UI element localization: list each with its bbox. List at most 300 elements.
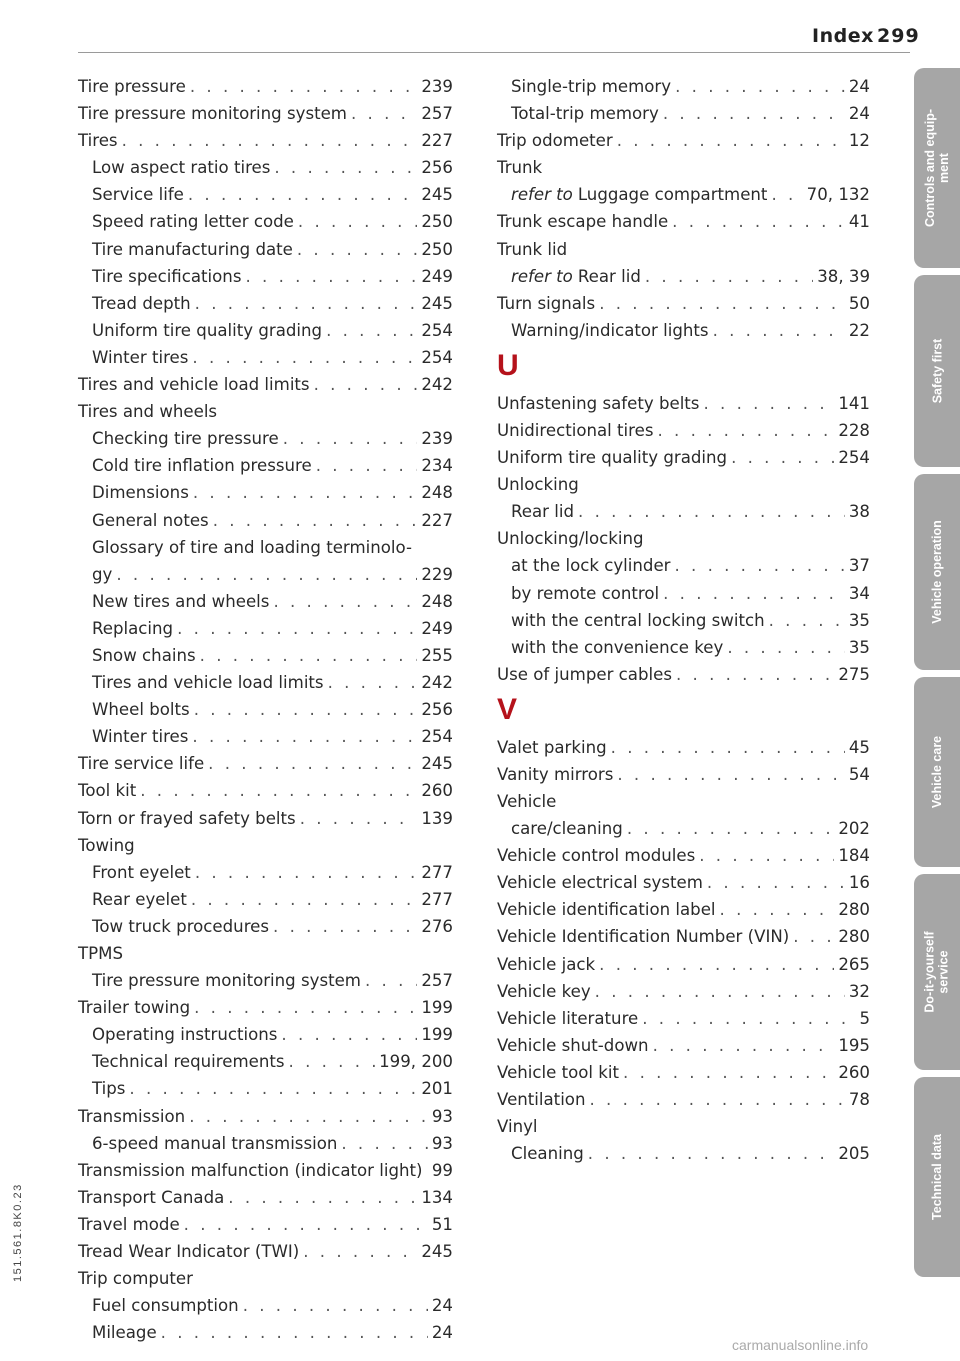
entry-text: Vehicle electrical system	[497, 873, 703, 893]
entry-text: Winter tires	[92, 727, 189, 747]
dot-leader	[303, 1239, 417, 1264]
entry-text: Dimensions	[92, 483, 189, 503]
index-subentry	[78, 616, 453, 641]
entry-text: Trip computer	[78, 1269, 193, 1289]
dot-leader	[190, 74, 417, 99]
index-subentry	[78, 345, 453, 370]
entry-page-number: 248	[421, 483, 453, 503]
section-tab-3[interactable]	[914, 677, 960, 867]
entry-text: Tires	[78, 131, 118, 151]
entry-text: Warning/indicator lights	[511, 320, 709, 340]
entry-text: Vehicle Identification Number (VIN)	[497, 927, 790, 947]
dot-leader	[599, 952, 834, 977]
entry-page-number: 260	[838, 1062, 870, 1082]
entry-label	[497, 1114, 538, 1139]
entry-label	[92, 426, 279, 451]
section-tab-0[interactable]	[914, 68, 960, 268]
entry-page-number: 280	[838, 927, 870, 947]
index-entry	[497, 418, 870, 443]
index-subentry	[78, 1131, 453, 1156]
dot-leader	[228, 1185, 417, 1210]
entry-label	[92, 155, 270, 180]
entry-label	[78, 1212, 180, 1237]
dot-leader	[657, 418, 834, 443]
entry-page-number: 245	[421, 1242, 453, 1262]
entry-label	[497, 472, 579, 497]
entry-label	[92, 291, 191, 316]
entry-label	[497, 391, 699, 416]
entry-text: Tire pressure	[78, 77, 186, 96]
entry-page-number: 276	[421, 916, 453, 936]
entry-text: Vehicle tool kit	[497, 1062, 620, 1082]
entry-label	[92, 697, 190, 722]
index-subentry	[78, 182, 453, 207]
entry-page-number: 93	[431, 1106, 453, 1126]
index-subentry	[497, 581, 870, 606]
entry-page-number: 242	[421, 673, 453, 693]
index-column-right	[497, 74, 870, 1168]
index-entry	[497, 1060, 870, 1085]
entry-text: Ventilation	[497, 1090, 586, 1109]
entry-page-number: 275	[838, 664, 870, 684]
index-subentry	[78, 697, 453, 722]
entry-label	[511, 553, 670, 578]
entry-text: Tires and wheels	[78, 402, 218, 422]
dot-leader	[623, 1060, 834, 1085]
entry-text: Uniform tire quality grading	[497, 448, 728, 468]
entry-label	[92, 724, 188, 749]
entry-label	[78, 1266, 193, 1291]
entry-label	[497, 237, 567, 262]
index-subentry	[78, 914, 453, 939]
entry-label	[511, 635, 723, 660]
entry-text: Tire service life	[78, 754, 205, 774]
entry-text: General notes	[92, 510, 209, 530]
dot-leader	[300, 806, 418, 831]
cross-reference-prefix: refer to	[511, 185, 573, 205]
dot-leader	[316, 453, 418, 478]
entry-text: Rear lid	[577, 266, 641, 286]
entry-page-number: 205	[838, 1144, 870, 1164]
entry-text: at the lock cylinder	[511, 556, 671, 576]
index-entry	[78, 128, 453, 153]
entry-label	[92, 264, 241, 289]
dot-leader	[140, 778, 417, 803]
entry-label	[511, 816, 623, 841]
entry-page-number: 199, 200	[379, 1052, 453, 1072]
index-entry	[497, 445, 870, 470]
dot-leader	[588, 1141, 835, 1166]
index-entry	[497, 1087, 870, 1112]
entry-page-number: 257	[421, 971, 453, 991]
entry-label	[497, 762, 613, 787]
header-section-title: Index	[812, 25, 874, 47]
dot-leader	[273, 914, 417, 939]
entry-text: Unlocking	[497, 475, 579, 495]
dot-leader	[281, 1022, 417, 1047]
index-entry	[497, 391, 870, 416]
entry-label	[78, 778, 136, 803]
entry-page-number: 254	[421, 347, 453, 367]
entry-text: Total-trip memory	[511, 104, 659, 124]
entry-label	[511, 74, 671, 99]
entry-page-number: 78	[848, 1090, 870, 1109]
entry-label	[92, 318, 322, 343]
entry-page-number: 277	[421, 889, 453, 909]
entry-text: Tow truck procedures	[92, 916, 270, 936]
entry-text: Trailer towing	[78, 998, 191, 1018]
entry-page-number: 22	[848, 320, 870, 340]
entry-text: care/cleaning	[511, 819, 623, 839]
entry-label	[92, 860, 191, 885]
entry-page-number: 250	[421, 239, 453, 259]
index-entry	[78, 1266, 453, 1291]
entry-text: Torn or frayed safety belts	[78, 808, 296, 828]
entry-page-number: 12	[848, 131, 870, 151]
dot-leader	[699, 843, 834, 868]
document-code: 151.561.8K0.23	[12, 1183, 24, 1282]
entry-page-number: 245	[421, 293, 453, 313]
entry-text: Uniform tire quality grading	[92, 320, 323, 340]
entry-text: Vehicle key	[497, 981, 591, 1001]
index-subentry	[78, 1076, 453, 1101]
section-tab-4[interactable]	[914, 874, 960, 1070]
index-subentry	[78, 887, 453, 912]
entry-text: Low aspect ratio tires	[92, 158, 271, 178]
header-rule	[78, 52, 910, 53]
entry-page-number: 45	[848, 737, 870, 757]
index-entry	[497, 1033, 870, 1058]
entry-label	[497, 979, 591, 1004]
entry-page-number: 5	[859, 1008, 870, 1028]
entry-label	[78, 1104, 185, 1129]
section-tab-5[interactable]	[914, 1077, 960, 1277]
entry-label	[497, 789, 556, 814]
dot-leader	[663, 101, 845, 126]
entry-page-number: 24	[848, 77, 870, 96]
entry-page-number: 227	[421, 510, 453, 530]
index-entry	[497, 237, 870, 262]
entry-text: Single-trip memory	[511, 77, 672, 96]
entry-text: Transmission	[78, 1106, 186, 1126]
entry-label	[497, 209, 668, 234]
entry-page-number: 228	[838, 420, 870, 440]
index-entry	[497, 843, 870, 868]
index-subentry	[78, 535, 453, 560]
index-entry	[497, 209, 870, 234]
entry-text: Valet parking	[497, 737, 607, 757]
dot-leader	[578, 499, 845, 524]
entry-label	[497, 1006, 638, 1031]
entry-page-number: 245	[421, 185, 453, 205]
index-entry	[78, 1185, 453, 1210]
dot-leader	[274, 155, 417, 180]
entry-label	[511, 1141, 584, 1166]
dot-leader	[617, 762, 845, 787]
dot-leader	[707, 870, 845, 895]
entry-label	[78, 1158, 423, 1183]
entry-label	[92, 562, 112, 587]
entry-page-number: 41	[848, 212, 870, 232]
entry-page-number: 70, 132	[806, 185, 870, 205]
index-subentry	[78, 264, 453, 289]
entry-text: Rear lid	[511, 502, 575, 522]
dot-leader	[243, 1293, 428, 1318]
index-subentry	[78, 508, 453, 533]
entry-text: Service life	[92, 185, 184, 205]
entry-page-number: 242	[421, 375, 453, 395]
entry-text: Transport Canada	[78, 1187, 225, 1207]
dot-leader	[703, 391, 834, 416]
entry-page-number: 35	[848, 610, 870, 630]
entry-text: Use of jumper cables	[497, 664, 672, 684]
section-tab-label: Vehicle care	[930, 735, 944, 809]
entry-page-number: 93	[431, 1133, 453, 1153]
entry-label	[92, 968, 361, 993]
entry-label	[497, 1087, 585, 1112]
entry-text: Unlocking/locking	[497, 529, 644, 549]
entry-text: Turn signals	[497, 293, 596, 313]
entry-page-number: 35	[848, 637, 870, 657]
dot-leader	[720, 897, 835, 922]
section-tab-label: Controls and equip- ment	[923, 108, 951, 228]
entry-label	[497, 735, 607, 760]
entry-label	[92, 1049, 285, 1074]
entry-text: Towing	[78, 835, 135, 855]
dot-leader	[283, 426, 418, 451]
entry-page-number: 32	[848, 981, 870, 1001]
index-letter-u: U	[497, 348, 519, 382]
entry-page-number: 50	[848, 293, 870, 313]
entry-label	[78, 941, 123, 966]
dot-leader	[595, 979, 845, 1004]
entry-text: Tire pressure monitoring system	[92, 971, 361, 991]
entry-page-number: 139	[421, 808, 453, 828]
entry-text: Trunk	[497, 158, 543, 178]
entry-text: Vehicle control modules	[497, 846, 696, 866]
entry-page-number: 257	[421, 104, 453, 124]
index-entry	[497, 128, 870, 153]
index-subentry	[78, 643, 453, 668]
dot-leader	[314, 372, 418, 397]
entry-text: gy	[92, 564, 113, 584]
entry-label	[497, 662, 672, 687]
entry-label	[497, 1033, 649, 1058]
entry-page-number: 234	[421, 456, 453, 476]
index-subentry	[78, 968, 453, 993]
index-entry	[497, 979, 870, 1004]
index-entry	[497, 789, 870, 814]
section-tab-2[interactable]	[914, 474, 960, 670]
entry-page-number: 24	[431, 1296, 453, 1316]
index-entry	[497, 291, 870, 316]
entry-label	[511, 101, 659, 126]
dot-leader	[191, 887, 417, 912]
entry-page-number: 248	[421, 591, 453, 611]
index-subentry	[497, 182, 870, 207]
entry-page-number: 34	[848, 583, 870, 603]
section-tab-1[interactable]	[914, 275, 960, 467]
entry-text: Trunk escape handle	[497, 212, 669, 232]
dot-leader	[273, 589, 417, 614]
index-subentry	[78, 453, 453, 478]
index-subentry	[78, 237, 453, 262]
index-entry	[497, 472, 870, 497]
entry-text: Glossary of tire and loading terminolo-	[92, 537, 412, 557]
entry-page-number: 38, 39	[817, 266, 870, 286]
dot-leader	[663, 581, 845, 606]
entry-label	[92, 670, 324, 695]
entry-label	[92, 589, 269, 614]
dot-leader	[328, 670, 418, 695]
dot-leader	[245, 264, 417, 289]
dot-leader	[642, 1006, 855, 1031]
index-entry	[497, 762, 870, 787]
dot-leader	[713, 318, 845, 343]
entry-page-number: 51	[431, 1214, 453, 1234]
index-subentry	[78, 724, 453, 749]
dot-leader	[194, 995, 417, 1020]
dot-leader	[129, 1076, 417, 1101]
entry-text: Tread depth	[92, 293, 191, 313]
entry-page-number: 277	[421, 862, 453, 882]
entry-text: Tread Wear Indicator (TWI)	[78, 1242, 300, 1262]
entry-page-number: 24	[431, 1323, 453, 1343]
index-subentry	[497, 264, 870, 289]
entry-page-number: 255	[421, 645, 453, 665]
index-entry	[497, 952, 870, 977]
index-entry	[78, 1212, 453, 1237]
index-entry	[497, 897, 870, 922]
section-tab-strip	[914, 68, 960, 1284]
entry-label	[497, 291, 595, 316]
entry-page-number: 38	[848, 502, 870, 522]
entry-text: Cold tire inflation pressure	[92, 456, 312, 476]
index-entry	[78, 101, 453, 126]
entry-text: Cleaning	[511, 1144, 584, 1164]
entry-label	[92, 237, 293, 262]
entry-text: Transmission malfunction (indicator light)	[78, 1160, 423, 1180]
entry-label	[78, 74, 186, 99]
index-entry	[497, 155, 870, 180]
entry-label	[92, 453, 312, 478]
entry-text: Rear eyelet	[92, 889, 187, 909]
index-entry	[78, 1239, 453, 1264]
dot-leader	[793, 924, 834, 949]
dot-leader	[589, 1087, 844, 1112]
entry-page-number: 239	[421, 77, 453, 96]
entry-page-number: 184	[838, 846, 870, 866]
dot-leader	[188, 182, 417, 207]
entry-text: Tips	[92, 1079, 126, 1099]
entry-page-number: 250	[421, 212, 453, 232]
index-subentry	[78, 1320, 453, 1345]
index-subentry	[78, 155, 453, 180]
index-entry	[497, 870, 870, 895]
dot-leader	[351, 101, 417, 126]
index-subentry	[78, 291, 453, 316]
entry-label	[78, 751, 204, 776]
index-entry	[78, 806, 453, 831]
dot-leader	[200, 643, 418, 668]
dot-leader	[675, 74, 845, 99]
entry-text: Operating instructions	[92, 1025, 278, 1045]
entry-label	[497, 870, 703, 895]
dot-leader	[672, 209, 845, 234]
dot-leader	[731, 445, 834, 470]
entry-text: Vehicle literature	[497, 1008, 639, 1028]
index-subentry	[497, 74, 870, 99]
index-entry	[78, 778, 453, 803]
dot-leader	[365, 968, 417, 993]
entry-page-number: 195	[838, 1035, 870, 1055]
entry-label	[78, 833, 135, 858]
entry-text: Tire pressure monitoring system	[78, 104, 347, 124]
entry-label	[92, 209, 294, 234]
entry-page-number: 249	[421, 266, 453, 286]
dot-leader	[116, 562, 417, 587]
index-subentry	[78, 209, 453, 234]
index-entry	[78, 372, 453, 397]
watermark: carmanualsonline.info	[732, 1337, 869, 1353]
dot-leader	[297, 237, 417, 262]
entry-label	[497, 1060, 619, 1085]
entry-label	[92, 1076, 125, 1101]
index-entry	[497, 735, 870, 760]
dot-leader	[769, 608, 845, 633]
entry-label	[92, 914, 269, 939]
dot-leader	[298, 209, 417, 234]
entry-page-number: 24	[848, 104, 870, 124]
index-subentry	[78, 1022, 453, 1047]
index-letter-v: V	[497, 692, 518, 726]
entry-label	[511, 581, 659, 606]
entry-label	[511, 264, 641, 289]
entry-page-number: 99	[431, 1160, 453, 1180]
entry-text: Travel mode	[78, 1214, 180, 1234]
index-column-left	[78, 74, 453, 1347]
entry-label	[511, 182, 767, 207]
index-entry	[78, 833, 453, 858]
entry-label	[78, 128, 118, 153]
entry-text: Vehicle jack	[497, 954, 596, 974]
entry-text: Snow chains	[92, 645, 196, 665]
entry-page-number: 16	[848, 873, 870, 893]
dot-leader	[326, 318, 417, 343]
index-entry	[78, 995, 453, 1020]
entry-label	[511, 608, 765, 633]
index-entry	[78, 1104, 453, 1129]
dot-leader	[208, 751, 417, 776]
entry-label	[497, 155, 542, 180]
index-subentry	[78, 589, 453, 614]
index-entry	[497, 526, 870, 551]
entry-page-number: 254	[421, 727, 453, 747]
dot-leader	[676, 662, 834, 687]
entry-label	[78, 101, 347, 126]
index-entry	[78, 941, 453, 966]
entry-text: Replacing	[92, 618, 174, 638]
entry-text: 6-speed manual transmission	[92, 1133, 338, 1153]
index-subentry	[497, 608, 870, 633]
entry-label	[497, 952, 595, 977]
entry-text: Vanity mirrors	[497, 764, 614, 784]
page-number: 299	[877, 25, 920, 47]
dot-leader	[194, 697, 418, 722]
entry-text: Vinyl	[497, 1117, 538, 1137]
entry-label	[78, 1239, 299, 1264]
entry-text: Vehicle shut-down	[497, 1035, 649, 1055]
